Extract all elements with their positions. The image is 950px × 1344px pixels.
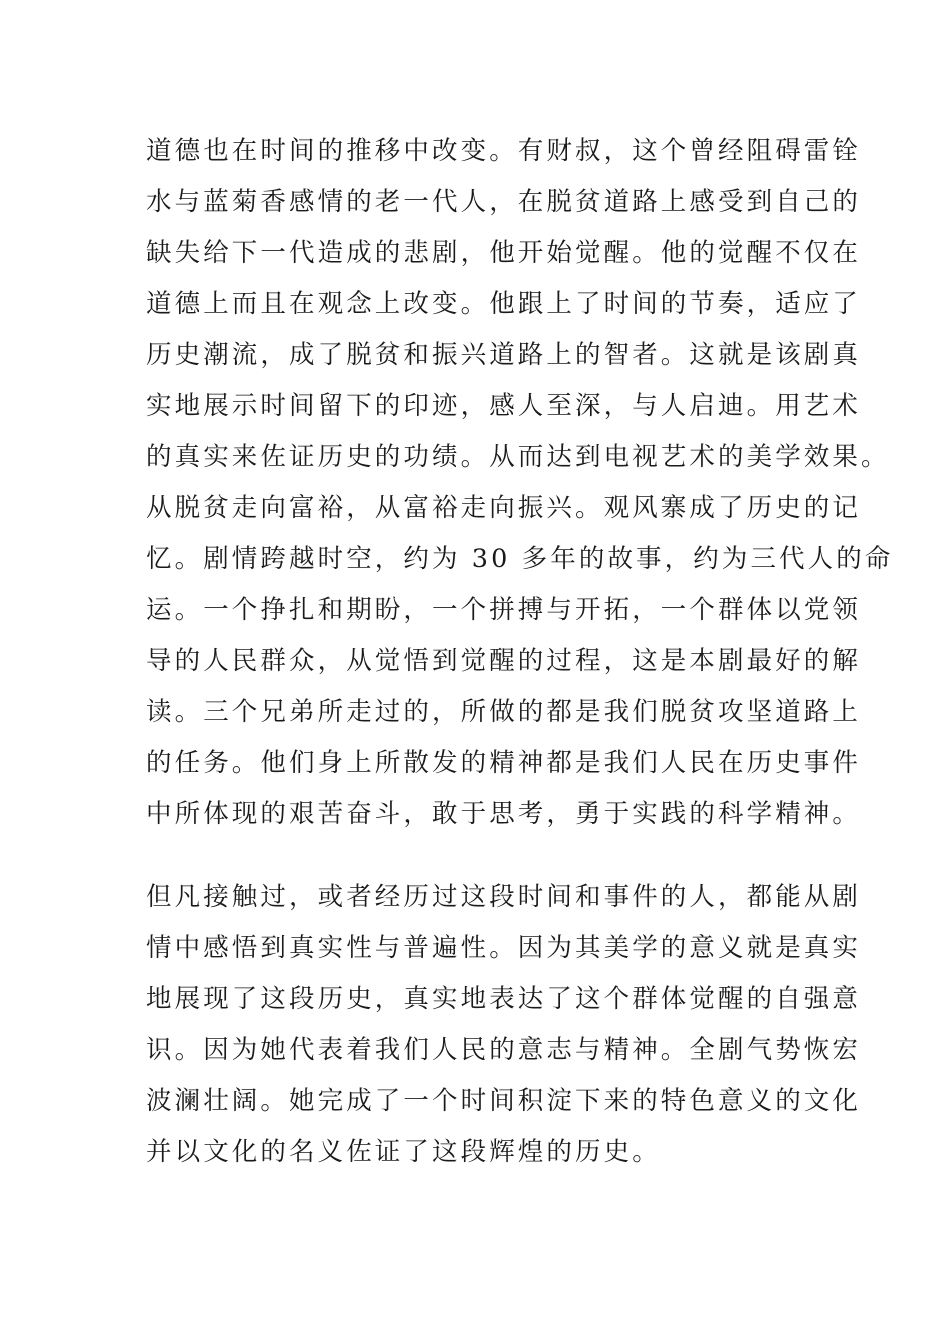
text-line: 的任务。他们身上所散发的精神都是我们人民在历史事件 — [146, 748, 862, 778]
text-line: 但凡接触过，或者经历过这段时间和事件的人，都能从剧 — [146, 882, 862, 912]
text-line: 实地展示时间留下的印迹，感人至深，与人启迪。用艺术 — [146, 391, 862, 421]
text-line: 忆。剧情跨越时空，约为 30 多年的故事，约为三代人的命 — [146, 544, 894, 574]
paragraph-1 — [146, 126, 894, 840]
text-line: 情中感悟到真实性与普遍性。因为其美学的意义就是真实 — [146, 933, 862, 963]
text-line: 从脱贫走向富裕，从富裕走向振兴。观风寨成了历史的记 — [146, 493, 862, 523]
text-line: 水与蓝菊香感情的老一代人，在脱贫道路上感受到自己的 — [146, 187, 862, 217]
text-line: 历史潮流，成了脱贫和振兴道路上的智者。这就是该剧真 — [146, 340, 862, 370]
text-line: 道德也在时间的推移中改变。有财叔，这个曾经阻碍雷铨 — [146, 136, 862, 166]
text-line: 读。三个兄弟所走过的，所做的都是我们脱贫攻坚道路上 — [146, 697, 862, 727]
text-line: 地展现了这段历史，真实地表达了这个群体觉醒的自强意 — [146, 984, 862, 1014]
text-line: 运。一个挣扎和期盼，一个拼搏与开拓，一个群体以党领 — [146, 595, 862, 625]
text-line: 的真实来佐证历史的功绩。从而达到电视艺术的美学效果。 — [146, 442, 890, 472]
text-line: 波澜壮阔。她完成了一个时间积淀下来的特色意义的文化 — [146, 1086, 862, 1116]
paragraph-2 — [146, 872, 862, 1178]
text-line: 道德上而且在观念上改变。他跟上了时间的节奏，适应了 — [146, 289, 862, 319]
text-line: 并以文化的名义佐证了这段辉煌的历史。 — [146, 1137, 661, 1167]
text-line: 缺失给下一代造成的悲剧，他开始觉醒。他的觉醒不仅在 — [146, 238, 862, 268]
text-line: 中所体现的艰苦奋斗，敢于思考，勇于实践的科学精神。 — [146, 799, 862, 829]
text-line: 识。因为她代表着我们人民的意志与精神。全剧气势恢宏 — [146, 1035, 862, 1065]
text-line: 导的人民群众，从觉悟到觉醒的过程，这是本剧最好的解 — [146, 646, 862, 676]
